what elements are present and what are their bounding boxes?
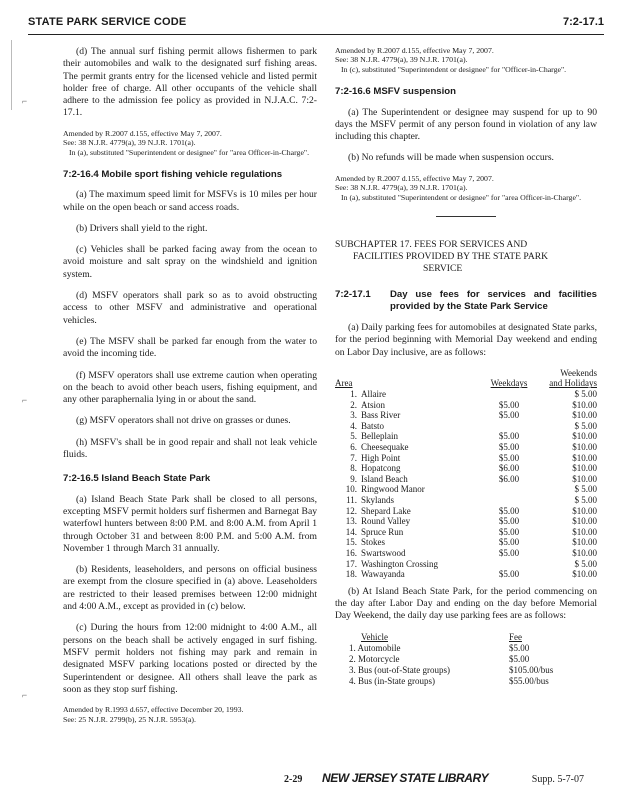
header-section: 7:2-17.1 (563, 16, 604, 28)
weekend-fee: $ 5.00 (574, 558, 597, 569)
amendment-note: Amended by R.2007 d.155, effective May 7, 2007. See: 38 N.J.R. 4779(a), 39 N.J.R. 1701(a). In (a), substituted "Superintendent or designee" for "area Officer-in-Charge". (63, 128, 310, 157)
num: 13. (345, 516, 357, 527)
num: 8. (350, 463, 357, 474)
fee-table-row (335, 569, 597, 580)
paragraph: (d) MSFV operators shall park so as to avoid obstructing access to other MSFV and administrative and operational vehicles. (63, 290, 317, 326)
section-heading: 7:2-16.5 Island Beach State Park (63, 473, 211, 485)
weekend-fee: $10.00 (572, 547, 597, 558)
fee-table-row (335, 463, 597, 474)
park-name: Bass River (361, 410, 401, 421)
fee-table-row (335, 400, 597, 411)
fee-table-row (335, 548, 597, 559)
weekend-fee: $10.00 (572, 569, 597, 580)
park-name: High Point (361, 452, 401, 463)
weekend-fee: $10.00 (572, 410, 597, 421)
vehicle-fee: $55.00/bus (509, 675, 549, 686)
num: 14. (345, 526, 357, 537)
weekday-fee (479, 421, 539, 432)
weekday-fee: $5.00 (498, 547, 520, 558)
num: 10. (345, 484, 357, 495)
page-footer (0, 770, 618, 790)
fee-table-row (335, 410, 597, 421)
weekday-fee: $6.00 (498, 473, 520, 484)
fee-table-row (335, 506, 597, 517)
fee-table-row (335, 516, 597, 527)
paragraph: (g) MSFV operators shall not drive on grasses or dunes. (76, 415, 291, 427)
fee-table-row (335, 474, 597, 485)
paragraph: (a) The maximum speed limit for MSFVs is 10 miles per hour while on the open beach or sand access roads. (63, 189, 317, 213)
num: 11. (346, 494, 357, 505)
num: 6. (350, 441, 357, 452)
park-name: Stokes (361, 537, 386, 548)
weekday-fee: $5.00 (498, 537, 520, 548)
fee-table-row (335, 421, 597, 432)
weekday-fee: $5.00 (498, 431, 520, 442)
fee-table-row (335, 495, 597, 506)
weekday-fee: $5.00 (498, 516, 520, 527)
weekend-fee: $10.00 (572, 516, 597, 527)
vehicle-fee-row (349, 676, 553, 687)
paragraph: (h) MSFV's shall be in good repair and shall not leak vehicle fluids. (63, 436, 317, 461)
vehicle-fee-row (349, 665, 553, 676)
vehicle-fee: $5.00 (509, 653, 530, 664)
num: 15. (345, 537, 357, 548)
weekday-fee (479, 559, 539, 570)
col-header-weekdays: Weekdays (490, 378, 528, 389)
num: 7. (350, 452, 357, 463)
num: 18. (345, 569, 357, 580)
fee-table-row (335, 559, 597, 570)
paragraph: (d) The annual surf fishing permit allows fishermen to park their automobiles and walk to the designated surf fishing areas. The permit grants entry for the licensed vehicle and listed permit holder free of charge. All other occupants of the vehicle shall adhere to the admission fee policy as provided in N.J.A.C. 7:2-17.1. (63, 46, 317, 119)
num: 5. (350, 431, 357, 442)
park-name: Belleplain (361, 431, 398, 442)
park-name: Atsion (361, 399, 386, 410)
weekday-fee: $5.00 (498, 452, 520, 463)
num: 16. (345, 547, 357, 558)
weekend-fee: $10.00 (572, 537, 597, 548)
fee-table-row (335, 442, 597, 453)
num: 2. (350, 399, 357, 410)
paragraph: (a) The Superintendent or designee may suspend for up to 90 days the MSFV permit of any person found in violation of any law including this chapter. (335, 106, 597, 143)
margin-mark: ⌐ (22, 96, 28, 106)
park-name: Spruce Run (361, 526, 404, 537)
weekday-fee: $5.00 (498, 505, 520, 516)
park-name: Swartswood (361, 547, 406, 558)
weekend-fee: $10.00 (572, 526, 597, 537)
weekday-fee: $5.00 (498, 399, 520, 410)
amendment-note: Amended by R.2007 d.155, effective May 7, 2007. See: 38 N.J.R. 4779(a), 39 N.J.R. 1701(a). In (a), substituted "Superintendent or designee" for "area Officer-in-Charge". (335, 173, 582, 202)
park-name: Cheesequake (361, 441, 409, 452)
num: 4. (350, 420, 357, 431)
running-header (28, 12, 604, 35)
num: 9. (350, 473, 357, 484)
park-name: Batsto (361, 420, 385, 431)
vehicle-type: 2. Motorcycle (349, 653, 400, 664)
park-name: Skylands (361, 494, 395, 505)
left-column (63, 46, 317, 735)
margin-mark: ⌐ (22, 690, 28, 700)
paragraph: (b) At Island Beach State Park, for the period commencing on the day after Labor Day and ending on the day before Memorial Day Weekend, the daily day use parking fees are as follows: (335, 585, 597, 622)
num: 17. (345, 558, 357, 569)
supplement-date: Supp. 5-7-07 (531, 774, 584, 785)
weekend-fee: $10.00 (572, 463, 597, 474)
weekday-fee: $5.00 (498, 569, 520, 580)
weekday-fee: $5.00 (498, 410, 520, 421)
vehicle-fee-row (349, 643, 553, 654)
section-heading: 7:2-16.4 Mobile sport fishing vehicle regulations (63, 169, 283, 180)
weekend-fee: $ 5.00 (574, 484, 597, 495)
paragraph: (b) Drivers shall yield to the right. (76, 222, 208, 234)
col-header-vehicle: Vehicle (361, 631, 388, 642)
vehicle-fee-table (349, 632, 553, 687)
weekday-fee: $5.00 (498, 441, 520, 452)
fee-table (335, 368, 597, 580)
section-heading: 7:2-17.1 Day use fees for services and facilities provided by the State Park Service (335, 288, 597, 312)
margin-mark: ⌐ (22, 395, 28, 405)
park-name: Wawayanda (361, 569, 405, 580)
col-header-fee: Fee (509, 631, 522, 642)
weekday-fee (479, 389, 539, 400)
fee-table-row (335, 389, 597, 400)
weekend-fee: $10.00 (572, 473, 597, 484)
park-name: Island Beach (361, 473, 408, 484)
margin-line (11, 40, 12, 110)
paragraph: (a) Daily parking fees for automobiles at designated State parks, for the period beginning with Memorial Day weekend and ending on Labor Day inclusive, are as follows: (335, 321, 597, 358)
subchapter-heading: SUBCHAPTER 17. FEES FOR SERVICES AND FACILITIES PROVIDED BY THE STATE PARK SERVICE (335, 238, 549, 274)
weekend-fee: $ 5.00 (574, 389, 597, 399)
paragraph: (f) MSFV operators shall use extreme caution when operating on the beach to avoid other beach users, fishing equipment, and any other paraphernalia lying in or about the sand. (63, 369, 317, 406)
col-header-area: Area (335, 378, 353, 389)
fee-table-row (335, 453, 597, 464)
paragraph: (c) During the hours from 12:00 midnight to 4:00 A.M., all persons on the beach shall be actively engaged in surf fishing. MSFV permit holders not fishing may park and remain in designated MSFV parking locations posted or directed by the Superintendent or designee. All others shall leave the park as soon as they stop surf fishing. (63, 622, 317, 695)
vehicle-fee-row (349, 654, 553, 665)
paragraph: (b) No refunds will be made when suspension occurs. (348, 152, 554, 164)
col-header-weekends: Weekends (560, 367, 597, 378)
park-name: Ringwood Manor (361, 484, 425, 495)
paragraph: (a) Island Beach State Park shall be closed to all persons, excepting MSFV permit holders surf fishermen and Barnegat Bay waterfowl hunters between 8:00 P.M. and 8:00 A.M. from April 1 through October 31 and between 8:00 P.M. and 5:00 A.M. from November 1 through March 31 annually. (63, 493, 317, 554)
park-name: Allaire (361, 389, 386, 399)
park-name: Round Valley (361, 516, 411, 527)
weekend-fee: $10.00 (572, 431, 597, 442)
vehicle-type: 1. Automobile (349, 642, 401, 653)
amendment-note: Amended by R.1993 d.657, effective December 20, 1993. See: 25 N.J.R. 2799(b), 25 N.J.R. 5953(a). (63, 705, 244, 724)
fee-table-row (335, 527, 597, 538)
paragraph: (b) Residents, leaseholders, and persons on official business are exempt from the closure specified in (a) above. Leaseholders are restricted to their leased premises between 12:00 midnight and 4:00 A.M., except as provided in (c) below. (63, 564, 317, 613)
num: 12. (345, 505, 357, 516)
park-name: Hopatcong (361, 463, 401, 474)
paragraph: (c) Vehicles shall be parked facing away from the ocean to avoid moisture and salt spray on the windshield and ignition system. (63, 244, 317, 280)
page-number: 2-29 (284, 774, 303, 785)
weekend-fee: $ 5.00 (574, 494, 597, 505)
weekend-fee: $10.00 (572, 452, 597, 463)
vehicle-fee: $5.00 (509, 642, 530, 653)
park-name: Washington Crossing (361, 558, 439, 569)
weekend-fee: $10.00 (572, 399, 597, 410)
fee-table-row (335, 431, 597, 442)
paragraph: (e) The MSFV shall be parked far enough from the water to avoid the incoming tide. (63, 335, 317, 360)
park-name: Shepard Lake (361, 505, 411, 516)
col-header-holidays: and Holidays (549, 378, 597, 389)
weekday-fee: $6.00 (498, 463, 520, 474)
fee-table-row (335, 537, 597, 548)
vehicle-type: 3. Bus (out-of-State groups) (349, 664, 450, 675)
weekend-fee: $ 5.00 (574, 420, 597, 431)
weekday-fee (479, 484, 539, 495)
library-stamp: NEW JERSEY STATE LIBRARY (322, 771, 489, 785)
divider (436, 216, 496, 217)
weekend-fee: $10.00 (572, 505, 597, 516)
weekday-fee: $5.00 (498, 526, 520, 537)
section-heading: 7:2-16.6 MSFV suspension (335, 86, 457, 98)
right-column (335, 46, 597, 687)
header-title: STATE PARK SERVICE CODE (28, 16, 187, 28)
weekend-fee: $10.00 (572, 441, 597, 452)
amendment-note: Amended by R.2007 d.155, effective May 7, 2007. See: 38 N.J.R. 4779(a), 39 N.J.R. 1701(a). In (c), substituted "Superintendent or designee" for "Officer-in-Charge". (335, 46, 567, 74)
vehicle-type: 4. Bus (in-State groups) (349, 675, 435, 686)
num: 3. (350, 410, 357, 421)
vehicle-fee: $105.00/bus (509, 664, 554, 675)
weekday-fee (479, 495, 539, 506)
fee-table-row (335, 484, 597, 495)
num: 1. (350, 389, 357, 399)
